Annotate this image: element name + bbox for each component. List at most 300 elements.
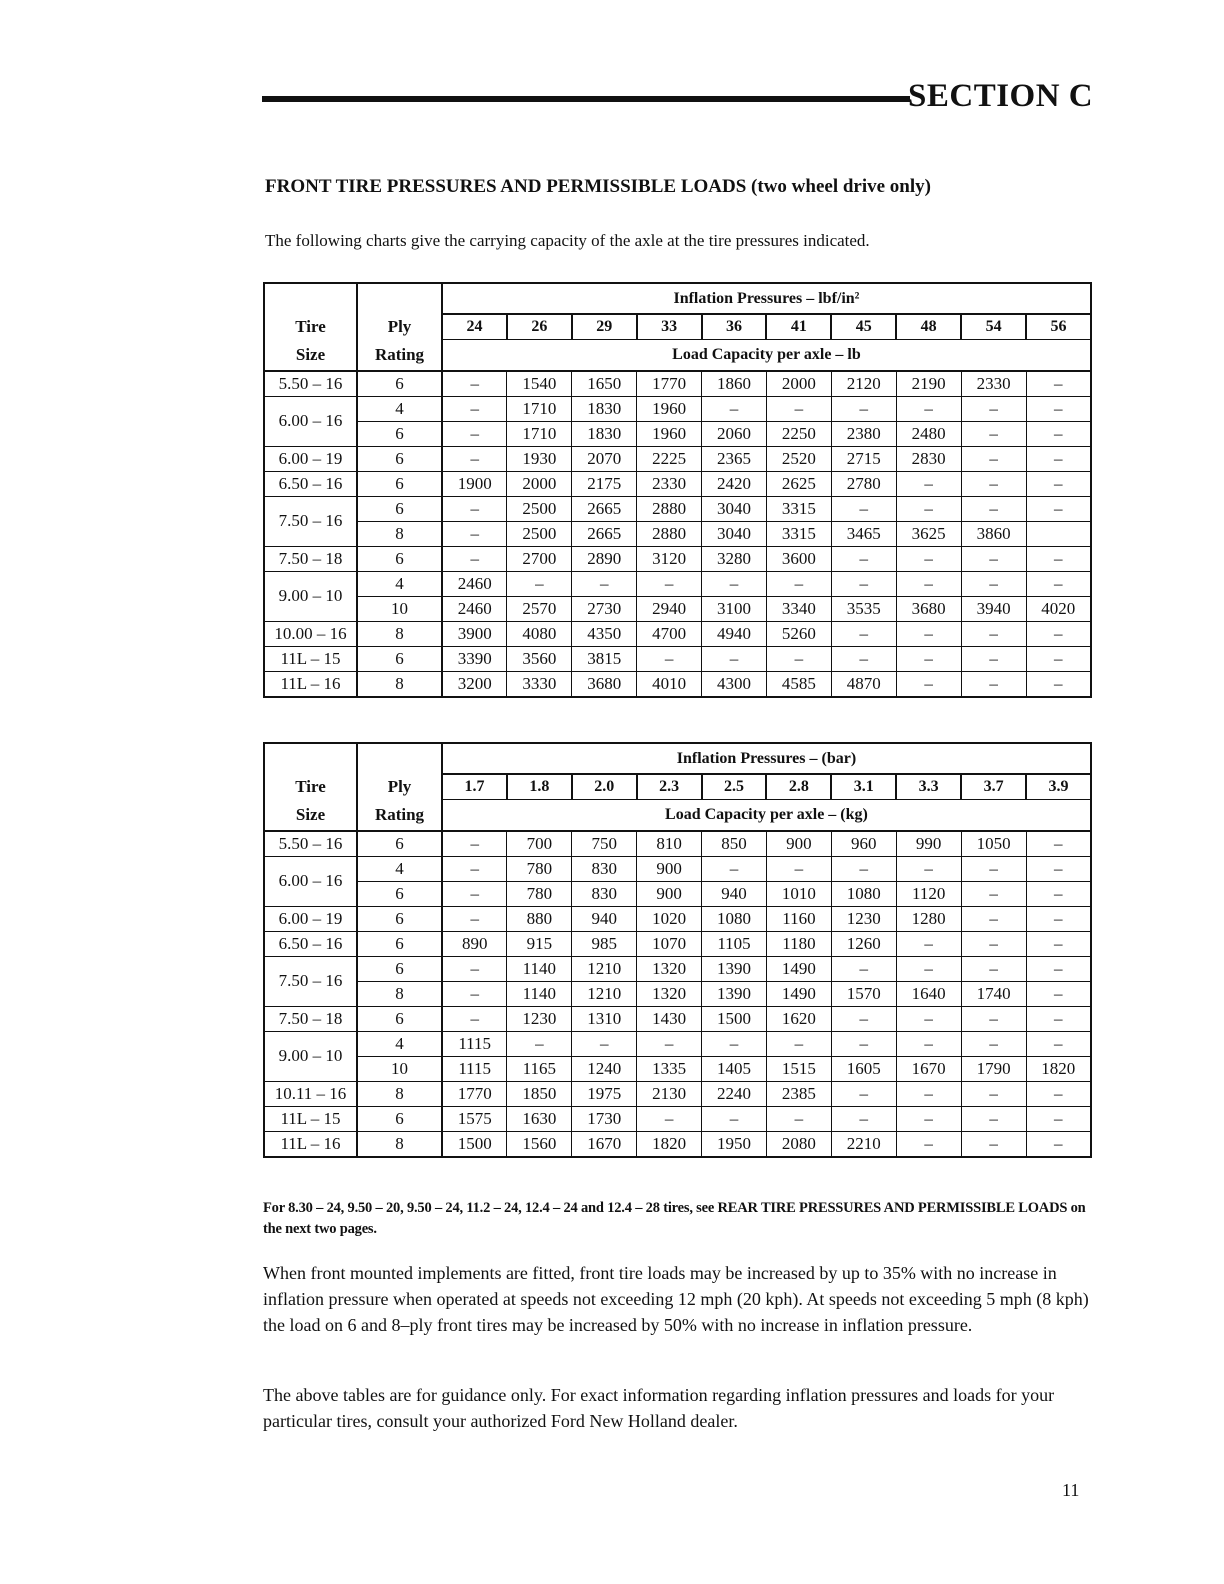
load-value: 2500: [507, 521, 572, 546]
table-row: [264, 496, 1091, 521]
load-value: 3390: [442, 646, 507, 671]
load-value: 3340: [766, 596, 831, 621]
load-value: –: [961, 1131, 1026, 1157]
load-value: 1390: [702, 981, 767, 1006]
ply-rating: 6: [357, 371, 442, 397]
load-value: 1560: [507, 1131, 572, 1157]
load-value: –: [766, 571, 831, 596]
load-value: –: [831, 646, 896, 671]
load-value: 1950: [702, 1131, 767, 1157]
table-row: [264, 671, 1091, 697]
load-value: 1230: [507, 1006, 572, 1031]
load-value: 900: [637, 881, 702, 906]
load-value: 1165: [507, 1056, 572, 1081]
tire-size: 6.00 – 19: [264, 446, 357, 471]
load-value: –: [442, 981, 507, 1006]
load-value: 1490: [766, 956, 831, 981]
load-value: –: [961, 646, 1026, 671]
table-row: [264, 856, 1091, 881]
load-value: 4700: [637, 621, 702, 646]
load-value: 1770: [442, 1081, 507, 1106]
pressure-value: 1.8: [507, 774, 572, 800]
load-value: –: [831, 1006, 896, 1031]
section-rule: [262, 96, 910, 102]
ply-rating: 10: [357, 1056, 442, 1081]
table-row: [264, 521, 1091, 546]
load-value: 1710: [507, 421, 572, 446]
pressure-value: 33: [637, 314, 702, 340]
load-value: –: [831, 571, 896, 596]
load-value: –: [702, 1106, 767, 1131]
load-value: –: [1026, 421, 1091, 446]
pressure-value: 2.8: [766, 774, 831, 800]
load-value: –: [1026, 906, 1091, 931]
load-value: –: [831, 1106, 896, 1131]
load-value: 3815: [572, 646, 637, 671]
paragraph-front-implements: When front mounted implements are fitted, front tire loads may be increased by up to 35% with no increase in inflation pressure when operated at speeds not exceeding 12 mph (20 kph). At speeds not exceeding 5 mph (8 kph) the load on 6 and 8–ply front tires may be increased by 50% with no increase in inflation pressure.: [263, 1263, 1089, 1335]
load-value: 2665: [572, 496, 637, 521]
pressure-value: 24: [442, 314, 507, 340]
load-value: –: [702, 396, 767, 421]
load-value: 1010: [766, 881, 831, 906]
tire-size: 7.50 – 16: [264, 496, 357, 546]
load-value: 1960: [637, 421, 702, 446]
load-value: 1500: [442, 1131, 507, 1157]
load-value: 1490: [766, 981, 831, 1006]
load-value: –: [1026, 471, 1091, 496]
ply-rating: 4: [357, 856, 442, 881]
load-value: 2780: [831, 471, 896, 496]
load-value: –: [896, 956, 961, 981]
load-value: 880: [507, 906, 572, 931]
load-value: –: [442, 496, 507, 521]
ply-rating: 6: [357, 471, 442, 496]
load-value: –: [896, 1081, 961, 1106]
load-value: 3040: [702, 521, 767, 546]
load-value: –: [1026, 571, 1091, 596]
col-header-tire: [264, 283, 357, 314]
load-value: –: [831, 956, 896, 981]
footnote: For 8.30 – 24, 9.50 – 20, 9.50 – 24, 11.2 – 24, 12.4 – 24 and 12.4 – 28 tires, see REAR TIRE PRESSURES AND PERMISSIBLE LOADS on the next two pages.: [263, 1200, 1086, 1237]
load-value: 2380: [831, 421, 896, 446]
pressure-value: 54: [961, 314, 1026, 340]
pressure-caption: Inflation Pressures – (bar): [442, 743, 1091, 774]
load-value: –: [442, 906, 507, 931]
load-value: –: [637, 571, 702, 596]
load-value: –: [961, 571, 1026, 596]
tire-size: 6.00 – 19: [264, 906, 357, 931]
tire-size: 7.50 – 18: [264, 1006, 357, 1031]
ply-rating: 8: [357, 1081, 442, 1106]
load-value: 4300: [702, 671, 767, 697]
ply-rating: 6: [357, 906, 442, 931]
load-value: 1320: [637, 956, 702, 981]
table-row: [264, 1081, 1091, 1106]
load-value: 1140: [507, 956, 572, 981]
ply-rating: 6: [357, 881, 442, 906]
load-value: –: [1026, 646, 1091, 671]
load-value: –: [896, 546, 961, 571]
pressure-value: 2.5: [702, 774, 767, 800]
load-value: 850: [702, 831, 767, 857]
load-value: –: [572, 571, 637, 596]
load-value: –: [1026, 1006, 1091, 1031]
load-value: –: [442, 396, 507, 421]
col-header-ply: [357, 283, 442, 314]
load-value: 985: [572, 931, 637, 956]
table-row: [264, 831, 1091, 857]
col-header-rating: Rating: [357, 800, 442, 831]
load-value: –: [961, 496, 1026, 521]
load-value: –: [896, 571, 961, 596]
load-value: 4870: [831, 671, 896, 697]
load-caption: Load Capacity per axle – lb: [442, 340, 1091, 371]
table-row: [264, 421, 1091, 446]
load-value: –: [1026, 621, 1091, 646]
load-value: –: [1026, 831, 1091, 857]
load-value: –: [896, 931, 961, 956]
load-value: –: [1026, 446, 1091, 471]
load-value: –: [766, 1031, 831, 1056]
pressure-value: 3.9: [1026, 774, 1091, 800]
load-value: 1830: [572, 421, 637, 446]
load-value: –: [1026, 1131, 1091, 1157]
load-value: 1740: [961, 981, 1026, 1006]
ply-rating: 10: [357, 596, 442, 621]
load-value: –: [1026, 496, 1091, 521]
col-header-size: Size: [264, 340, 357, 371]
load-value: –: [442, 831, 507, 857]
load-value: 3040: [702, 496, 767, 521]
load-value: 1310: [572, 1006, 637, 1031]
load-value: –: [961, 621, 1026, 646]
tire-size: 11L – 16: [264, 671, 357, 697]
load-value: 1240: [572, 1056, 637, 1081]
header-row: [264, 340, 1091, 371]
load-value: 2060: [702, 421, 767, 446]
tire-size: 6.50 – 16: [264, 931, 357, 956]
load-value: 3330: [507, 671, 572, 697]
load-value: 1080: [702, 906, 767, 931]
load-value: 900: [637, 856, 702, 881]
load-value: –: [961, 906, 1026, 931]
load-value: 900: [766, 831, 831, 857]
load-value: –: [831, 1031, 896, 1056]
load-value: –: [1026, 931, 1091, 956]
load-value: 3315: [766, 496, 831, 521]
load-value: –: [702, 1031, 767, 1056]
load-value: 1390: [702, 956, 767, 981]
load-value: 4940: [702, 621, 767, 646]
load-value: –: [1026, 981, 1091, 1006]
load-value: 3315: [766, 521, 831, 546]
load-value: 1160: [766, 906, 831, 931]
paragraph-guidance: The above tables are for guidance only. For exact information regarding inflation pressures and loads for your particular tires, consult your authorized Ford New Holland dealer.: [263, 1385, 1055, 1431]
page-title: FRONT TIRE PRESSURES AND PERMISSIBLE LOADS (two wheel drive only): [265, 176, 931, 197]
load-value: 1020: [637, 906, 702, 931]
load-value: 2070: [572, 446, 637, 471]
ply-rating: 8: [357, 671, 442, 697]
tire-size: 11L – 16: [264, 1131, 357, 1157]
load-value: –: [637, 1031, 702, 1056]
tire-table-bar: [263, 742, 1092, 1158]
load-value: 1850: [507, 1081, 572, 1106]
load-value: 3200: [442, 671, 507, 697]
load-value: –: [831, 496, 896, 521]
load-value: 2625: [766, 471, 831, 496]
pressure-value: 36: [702, 314, 767, 340]
load-value: 3560: [507, 646, 572, 671]
load-value: –: [961, 546, 1026, 571]
load-value: 2830: [896, 446, 961, 471]
load-value: –: [1026, 1106, 1091, 1131]
table-row: [264, 621, 1091, 646]
load-value: –: [961, 1081, 1026, 1106]
load-value: –: [961, 1106, 1026, 1131]
table-row: [264, 906, 1091, 931]
load-value: 1640: [896, 981, 961, 1006]
load-value: 3680: [896, 596, 961, 621]
ply-rating: 8: [357, 981, 442, 1006]
load-value: 3600: [766, 546, 831, 571]
tire-size: 9.00 – 10: [264, 571, 357, 621]
load-value: 1975: [572, 1081, 637, 1106]
load-value: 2000: [507, 471, 572, 496]
load-value: –: [766, 1106, 831, 1131]
load-value: 1210: [572, 956, 637, 981]
tire-size: 11L – 15: [264, 646, 357, 671]
load-value: 2460: [442, 571, 507, 596]
load-value: 2460: [442, 596, 507, 621]
load-value: –: [442, 956, 507, 981]
load-value: 1080: [831, 881, 896, 906]
load-value: –: [766, 646, 831, 671]
ply-rating: 6: [357, 956, 442, 981]
load-value: –: [1026, 396, 1091, 421]
load-value: 1650: [572, 371, 637, 397]
load-value: 1830: [572, 396, 637, 421]
load-value: –: [766, 856, 831, 881]
load-value: [1026, 521, 1091, 546]
load-value: –: [961, 956, 1026, 981]
load-value: –: [442, 546, 507, 571]
load-value: –: [442, 446, 507, 471]
load-value: –: [702, 856, 767, 881]
load-value: 4020: [1026, 596, 1091, 621]
load-value: 2420: [702, 471, 767, 496]
load-value: –: [896, 471, 961, 496]
ply-rating: 8: [357, 1131, 442, 1157]
load-value: –: [442, 881, 507, 906]
load-value: –: [896, 646, 961, 671]
tire-size: 7.50 – 18: [264, 546, 357, 571]
load-value: 2250: [766, 421, 831, 446]
ply-rating: 6: [357, 1006, 442, 1031]
table-row: [264, 396, 1091, 421]
load-value: 1430: [637, 1006, 702, 1031]
load-value: 2480: [896, 421, 961, 446]
load-value: –: [831, 396, 896, 421]
load-value: –: [1026, 1081, 1091, 1106]
load-value: 1730: [572, 1106, 637, 1131]
header-row: [264, 800, 1091, 831]
tire-size: 10.00 – 16: [264, 621, 357, 646]
load-value: 2175: [572, 471, 637, 496]
load-value: –: [961, 421, 1026, 446]
load-value: –: [442, 421, 507, 446]
load-value: 4585: [766, 671, 831, 697]
load-value: –: [961, 1031, 1026, 1056]
load-value: 1140: [507, 981, 572, 1006]
load-value: –: [507, 571, 572, 596]
table-row: [264, 646, 1091, 671]
table-row: [264, 1106, 1091, 1131]
load-value: –: [831, 621, 896, 646]
load-value: 3625: [896, 521, 961, 546]
load-value: 1105: [702, 931, 767, 956]
load-value: 750: [572, 831, 637, 857]
load-value: 1900: [442, 471, 507, 496]
load-value: 3680: [572, 671, 637, 697]
table-row: [264, 956, 1091, 981]
tire-size: 5.50 – 16: [264, 371, 357, 397]
header-row: [264, 283, 1091, 314]
load-value: 1860: [702, 371, 767, 397]
load-value: –: [442, 856, 507, 881]
load-value: –: [507, 1031, 572, 1056]
table-row: [264, 471, 1091, 496]
table-row: [264, 546, 1091, 571]
load-value: –: [637, 1106, 702, 1131]
table-row: [264, 571, 1091, 596]
load-value: 1405: [702, 1056, 767, 1081]
load-value: –: [896, 856, 961, 881]
load-value: –: [1026, 856, 1091, 881]
load-value: 1050: [961, 831, 1026, 857]
load-value: 1670: [572, 1131, 637, 1157]
pressure-caption: Inflation Pressures – lbf/in²: [442, 283, 1091, 314]
load-value: –: [831, 856, 896, 881]
load-value: 2500: [507, 496, 572, 521]
load-value: 1820: [637, 1131, 702, 1157]
load-value: 2520: [766, 446, 831, 471]
load-value: 830: [572, 856, 637, 881]
load-value: 1710: [507, 396, 572, 421]
load-value: –: [1026, 1031, 1091, 1056]
tire-size: 6.00 – 16: [264, 856, 357, 906]
load-value: –: [896, 621, 961, 646]
load-value: –: [1026, 371, 1091, 397]
load-value: 1575: [442, 1106, 507, 1131]
load-value: –: [961, 881, 1026, 906]
pressure-value: 26: [507, 314, 572, 340]
table-row: [264, 931, 1091, 956]
tire-size: 11L – 15: [264, 1106, 357, 1131]
table-row: [264, 1031, 1091, 1056]
load-value: 2000: [766, 371, 831, 397]
load-value: 1115: [442, 1031, 507, 1056]
load-value: 2880: [637, 521, 702, 546]
tire-size: 6.00 – 16: [264, 396, 357, 446]
load-value: 915: [507, 931, 572, 956]
load-value: –: [896, 1106, 961, 1131]
load-value: –: [766, 396, 831, 421]
load-value: 2880: [637, 496, 702, 521]
header-row: [264, 774, 1091, 800]
ply-rating: 8: [357, 621, 442, 646]
load-value: –: [896, 496, 961, 521]
load-value: 2570: [507, 596, 572, 621]
pressure-value: 3.7: [961, 774, 1026, 800]
col-header-tire: [264, 743, 357, 774]
section-title: SECTION C: [908, 78, 1094, 114]
load-value: 1260: [831, 931, 896, 956]
load-value: –: [442, 1006, 507, 1031]
load-value: 1770: [637, 371, 702, 397]
ply-rating: 6: [357, 1106, 442, 1131]
load-value: 2190: [896, 371, 961, 397]
load-value: 940: [702, 881, 767, 906]
load-value: –: [442, 521, 507, 546]
load-value: 4080: [507, 621, 572, 646]
load-value: 1115: [442, 1056, 507, 1081]
ply-rating: 6: [357, 496, 442, 521]
table-row: [264, 1006, 1091, 1031]
load-value: 1670: [896, 1056, 961, 1081]
load-value: –: [1026, 881, 1091, 906]
load-value: 2730: [572, 596, 637, 621]
load-value: 2225: [637, 446, 702, 471]
intro-text: The following charts give the carrying capacity of the axle at the tire pressures indicated.: [265, 231, 870, 250]
load-value: –: [961, 931, 1026, 956]
load-value: –: [896, 671, 961, 697]
col-header-ply: Ply: [357, 314, 442, 340]
pressure-value: 41: [766, 314, 831, 340]
load-value: 2240: [702, 1081, 767, 1106]
load-value: 2330: [961, 371, 1026, 397]
load-value: –: [896, 396, 961, 421]
header-row: [264, 743, 1091, 774]
load-value: 2715: [831, 446, 896, 471]
load-value: 3860: [961, 521, 1026, 546]
load-value: 1320: [637, 981, 702, 1006]
load-value: 2210: [831, 1131, 896, 1157]
load-value: –: [637, 646, 702, 671]
pressure-value: 56: [1026, 314, 1091, 340]
ply-rating: 6: [357, 546, 442, 571]
load-value: 1605: [831, 1056, 896, 1081]
tire-size: 5.50 – 16: [264, 831, 357, 857]
load-value: 2330: [637, 471, 702, 496]
load-value: 2365: [702, 446, 767, 471]
load-value: 1790: [961, 1056, 1026, 1081]
load-value: 2700: [507, 546, 572, 571]
pressure-value: 3.1: [831, 774, 896, 800]
col-header-tire: Tire: [264, 774, 357, 800]
load-value: –: [896, 1131, 961, 1157]
pressure-value: 29: [572, 314, 637, 340]
load-value: 830: [572, 881, 637, 906]
load-value: 2665: [572, 521, 637, 546]
load-value: 3940: [961, 596, 1026, 621]
load-value: 3120: [637, 546, 702, 571]
page-number: 11: [1062, 1480, 1080, 1500]
load-value: 1070: [637, 931, 702, 956]
pressure-value: 2.3: [637, 774, 702, 800]
load-value: –: [1026, 671, 1091, 697]
load-value: 780: [507, 881, 572, 906]
pressure-value: 1.7: [442, 774, 507, 800]
